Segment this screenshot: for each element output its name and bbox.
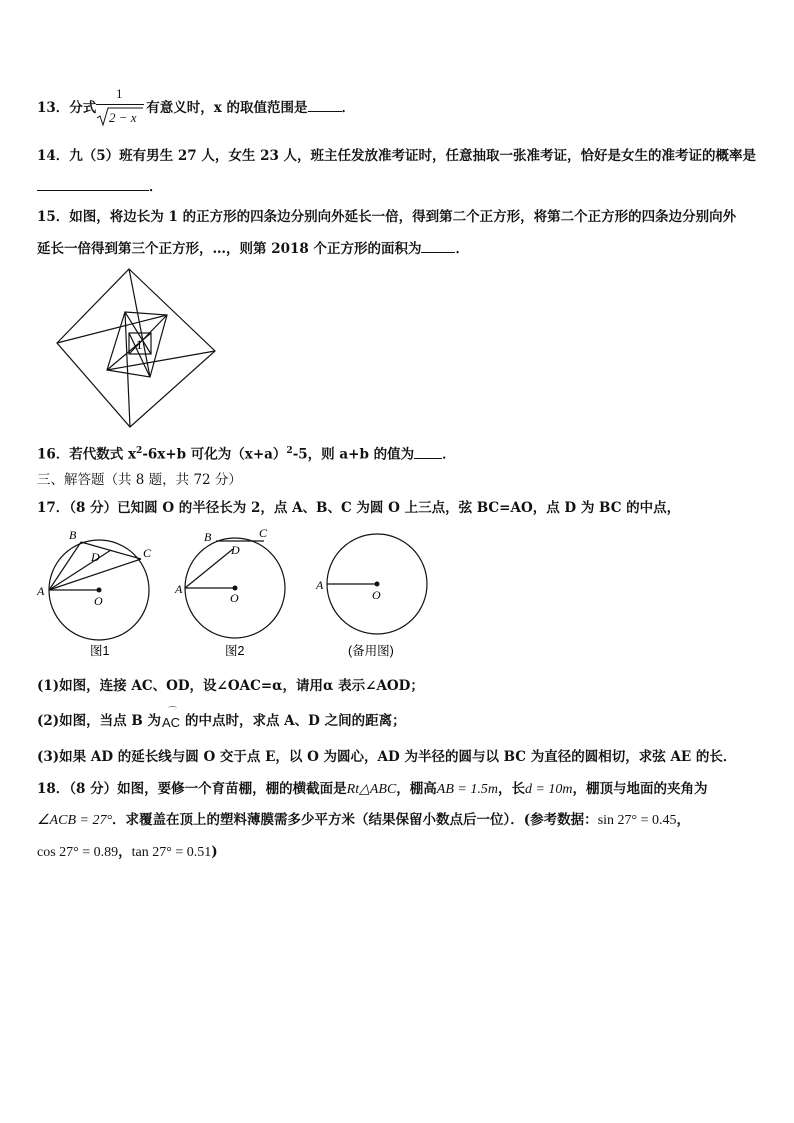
q18-sep: ， [118,844,132,860]
q17-fig1-caption: 图1 [90,644,110,658]
q17-fig3-center-dot [375,582,380,587]
q18-rt: Rt△ABC [346,782,397,797]
q17-fig2-label-o: O [230,591,239,605]
q17-fig3-label-o: O [372,588,381,602]
q16-text-b: -6x+b 可化为（x+a） [142,446,287,463]
q18-tan: tan 27° = 0.51 [131,845,212,860]
q17-fig2-label-a: A [175,582,183,596]
section3-title: 三、解答题（共 8 题，共 72 分） [37,472,242,488]
q15-line2 [37,240,469,258]
q14-line2 [37,178,163,196]
q15-line1: 15．如图，将边长为 1 的正方形的四条边分别向外延长一倍，得到第二个正方形，将第二个正方形的四条边分别向外 [37,209,737,225]
q18-text-1d: ，棚顶与地面的夹角为 [572,781,708,797]
q18-text-1c: ，长 [497,781,525,797]
q17-stem: 17．（8 分）已知圆 O 的半径长为 2，点 A、B、C 为圆 O 上三点，弦 BC=AO，点 D 为 BC 的中点， [37,500,681,516]
q18-cos: cos 27° = 0.89 [37,845,119,860]
q18-close: ) [211,844,218,860]
q13-line [37,99,355,117]
q18-ab: AB = 1.5m [436,782,498,797]
q18-text-2a: ．求覆盖在顶上的塑料薄膜需多少平方米（结果保留小数点后一位）．(参考数据： [112,812,598,828]
q17-fig3-label-a: A [316,578,324,592]
q18-angle: ∠ACB = 27° [37,813,113,828]
q13-fraction [96,86,144,130]
q18-text-1a: 18．（8 分）如图，要修一个育苗棚，棚的横截面是 [37,781,347,797]
q18-text-2b: ， [676,812,691,828]
q17-fig2-caption: 图2 [225,644,245,658]
q17-fig1-center-dot [97,588,102,593]
q17-arc-label: AC [161,715,181,730]
q17-fig1-label-d: D [91,550,100,564]
q17-part2-text-a: (2)如图，当点 B 为 [37,713,161,729]
q13-numerator: 1 [116,86,123,101]
q17-arc-ac [161,707,185,730]
q16-sup2: 2 [286,446,293,456]
q16-line [37,442,456,464]
q17-part2 [37,707,406,730]
q15-figure-label: 1 [136,337,143,352]
q13-end: ． [341,100,356,116]
q17-fig1-label-c: C [143,546,152,560]
q16-text-c: -5，则 a+b 的值为 [292,446,415,463]
q13-suffix: 有意义时，x 的取值范围是 [146,100,308,116]
q17-fig1-label-b: B [69,528,77,542]
q17-arc-mark: ⌒ [167,707,177,717]
q18-d: d = 10m [524,782,573,797]
q17-fig2-label-b: B [204,530,212,544]
q15-line2-text: 延长一倍得到第三个正方形，…，则第 2018 个正方形的面积为 [37,241,422,257]
q16-end: ． [442,446,456,463]
q18-line1 [37,780,708,799]
q18-text-1b: ，棚高 [396,781,437,797]
q18-line3 [37,843,218,862]
q13-radicand: 2 − x [109,110,137,125]
q17-fig1-label-a: A [37,584,45,598]
q17-part3: (3)如果 AD 的延长线与圆 O 交于点 E，以 O 为圆心，AD 为半径的圆与以 BC 为直径的圆相切，求弦 AE 的长． [37,749,737,765]
q17-fig2-label-c: C [259,526,268,540]
q16-sup1: 2 [136,446,143,456]
q17-figures [35,525,455,665]
q13-prefix: 13．分式 [37,100,97,116]
q14-end: ． [149,179,163,195]
q17-fig2-label-d: D [231,543,240,557]
q18-sin: sin 27° = 0.45 [597,813,677,828]
q13-fraction-bar [96,104,144,105]
q17-part1: (1)如图，连接 AC、OD，设∠OAC=α，请用α 表示∠AOD； [37,678,424,694]
q16-text-a: 16．若代数式 x [37,446,137,463]
q17-fig1-label-o: O [94,594,103,608]
q18-line2 [37,811,690,830]
q17-fig3-caption: (备用图) [348,644,394,658]
q17-fig2-center-dot [233,586,238,591]
q15-end: ． [455,241,469,257]
q15-squares-figure [55,267,225,432]
q17-part2-text-b: 的中点时，求点 A、D 之间的距离； [184,713,406,729]
q14-line1: 14．九（5）班有男生 27 人，女生 23 人，班主任发放准考证时，任意抽取一张准考证，恰好是女生的准考证的概率是 [37,148,757,164]
